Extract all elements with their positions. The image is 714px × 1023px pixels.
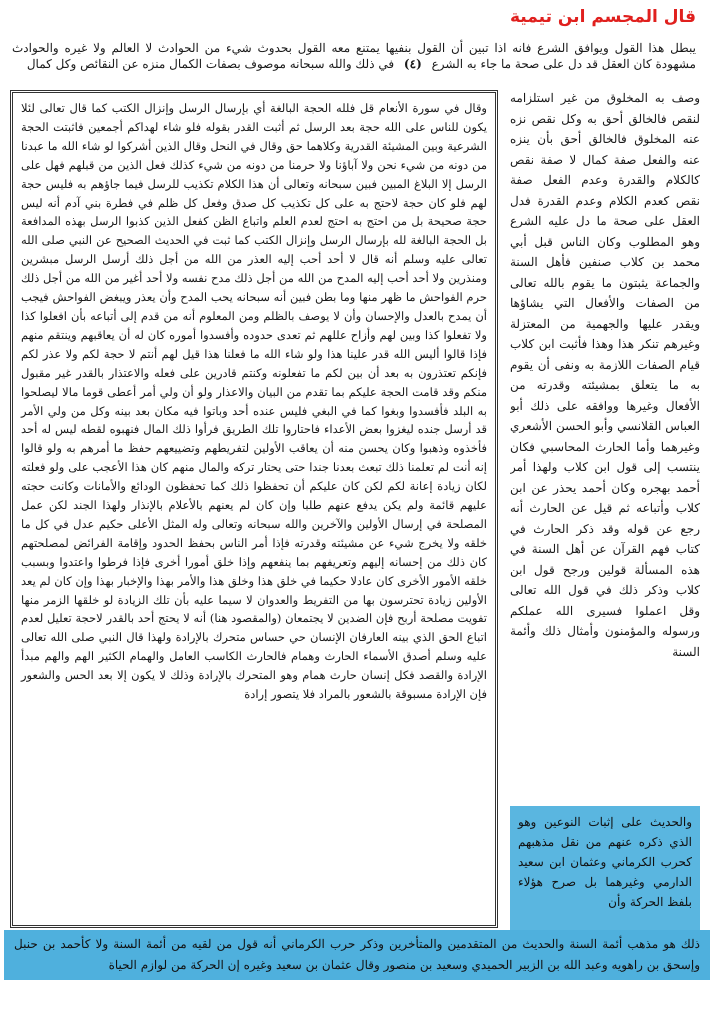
highlighted-bottom-passage xyxy=(4,930,710,980)
footnote-text: وقال في سورة الأنعام قل فلله الحجة البالغة أي بإرسال الرسل وإنزال الكتب كما قال تعالى لئلا يكون للناس على الله حجة بعد الرسل ثم أثبت القدر بقوله فلو شاء لهداكم أجمعين فاثبتت الحجة الشرعية وبين المشيئة القدرية وكلاهما حق وقال في النحل وقال الذين أشركوا لو شاء الله ما عبدنا من دونه من شيء نحن ولا آباؤنا ولا حرمنا من دونه من شيء كذلك فعل الذين من قبلهم فهل على الرسل إلا البلاغ المبين فبين سبحانه وتعالى أن هذا الكلام تكذيب للرسل فيما جاؤهم به فليس حجة لهم فلو كان حجة لاحتج به على كل تكذيب كل صدق وفعل كل ظلم في فطرة بني آدم أنه ليس حجة صحيحة بل من احتج به احتج لعدم العلم واتباع الظن كفعل الذين كذبوا الرسل بهذه المدافعة بل الحجة البالغة لله بإرسال الرسل وإنزال الكتب كما ثبت في الحديث الصحيح عن النبي صلى الله تعالى عليه وسلم أنه قال لا أحد أحب إليه العذر من الله من أجل ذلك أرسل الرسل مبشرين ومنذرين ولا أحد أحب إليه المدح من الله من أجل ذلك مدح نفسه ولا أحد أغير من الله من أجل ذلك حرم الفواحش ما ظهر منها وما بطن فبين أنه سبحانه يحب المدح وأن يعذر ويبغض الفواحش فيجب أن يمدح بالعدل والإحسان وأن لا يوصف بالظلم ومن المعلوم أنه من قدم إلى أتباعه بأن افعلوا كذا ولا تفعلوا كذا وبين لهم وأزاح عللهم ثم تعدى حدوده وأفسدوا أموره كان له أن يعاقبهم وينتقم منهم فإذا قالوا أليس الله قدر علينا هذا ولو شاء الله ما فعلنا هذا قيل لهم أنتم لا حجة لكم ولا عذر لكم فإنكم تعتذرون به بعد أن بين لكم ما تفعلونه وكنتم قادرين على فعله والاعتذار بالقدر غير مقبول منكم وقد قامت الحجة عليكم بما تقدم من البيان والاعذار ولو أن ولي أمر أعطى قوما مالا ليصلحوا به البلد فأفسدوا وبغوا كما في البغي فليس عنده أحد وباتوا فيه مكان بعد بينه وكل من ولي الأمر قد أرسل جنده ليغزوا بعض الأعداء فاحتاروا تلك الطريق فرأوا ذلك المال فنهبوه لقطه ليس له أحد فأخذوه وذهبوا وكان يحسن منه أن يعاقب الأولين لتفريطهم وتضييعهم حفظ ما أمرهم به ولو قالوا إنه أنت لم تعلمنا ذلك تبعث بعدنا جندا حتى يحتار تركه والمال منهم كان هذا الأعجب على ولو فعلته لكان زيادة إعانة لكم لكن كان عليكم أن تحفظوا ذلك كما تحفظون الودائع والأمانات وكانت حجته عليهم قائمة ولم يكن يدفع عنهم طلبا وإن كان لم يعنهم بالأعلام بالإنذار ولهذا الجند لكن عمل المصلحة في إرسال الأولين والآخرين والله سبحانه وتعالى وله المثل الأعلى حكيم عدل في كل ما خلقه ولا يخرج شيء عن مشيئته وقدرته فإذا أمر الناس بحفظ الحدود وإقامة الفرائض لمصلحتهم كان ذلك من إحسانه إليهم وتعريفهم بما ينفعهم وإذا خلق أمورا أخرى فإذا فرطوا واعتدوا وبسبب خلقه الأمور الأخرى كان عادلا حكيما في خلق هذا وخلق هذا والأمر بهذا والإخبار بهذا وإن كان لم يعد الأولين زيادة تحترسون بها من التفريط والعدوان لا سيما عليه بأن تلك الزيادة لو خلقها الزمر منها تفويت مصلحة أربح فإن الضدين لا يجتمعان (والمقصود هنا) أنه لا يحتج أحد بالقدر لاحجة تعليل لعدم اتباع الحق الذي بينه العارفان الإنسان حي حساس متحرك بالإرادة ولهذا قال النبي صلى الله تعالى عليه وسلم أصدق الأسماء الحارث وهمام فالحارث الكاسب العامل والهمام الكثير الهم والهم مبدأ الإرادة والقصد فكل إنسان حارث همام وهو المتحرك بالإرادة وذلك لا يكون إلا بعد الحس والشعور فإن الإرادة مسبوقة بالشعور بالمراد فلا يتصور إرادة xyxy=(21,101,487,702)
top-paragraph-text-start: يبطل هذا القول ويوافق الشرع فانه اذا تبين أن القول بنفيها يمتنع معه القول بحدوث شيء من الحوادث لا العالم ولا غيره والحوادث مشهودة كان العقل قد دل على صحة ما جاء به الشرع xyxy=(12,41,696,71)
page-header xyxy=(0,4,714,30)
side-column-paragraph: وصف به المخلوق من غير استلزامه لنقص فالخالق أحق به وكل نقص نزه عنه المخلوق فالخالق أحق بأن ينزه عنه والفعل صفة كمال لا صفة نقص كالكلام والقدرة وعدم الفعل صفة نقص كعدم الكلام وعدم القدرة فدل العقل على صحة ما دل عليه الشرع وهو المطلوب وكان الناس قبل أبي محمد بن كلاب صنفين فأهل السنة والجماعة يثبتون ما يقوم بالله تعالى من الصفات والأفعال التي يشاؤها ويقدر عليها والجهمية من المعتزلة وغيرهم تنكر هذا وهذا فأثبت ابن كلاب قيام الصفات اللازمة به ونفى أن يقوم به ما يتعلق بمشيئته وقدرته من الأفعال وغيرها ووافقه على ذلك أبو العباس القلانسي وأبو الحسن الأشعري وغيرهما وأما الحارث المحاسبي فكان ينتسب إلى قول ابن كلاب ولهذا أمر أحمد بهجره وكان أحمد يحذر عن ابن كلاب وأتباعه ثم قيل عن الحارث أنه رجع عن قوله وقد ذكر الحارث في كتاب فهم القرآن عن أهل السنة في هذه المسألة قولين ورجح قول ابن كلاب وذكر ذلك في قول الله تعالى وقل اعملوا فسيرى الله عملكم ورسوله والمؤمنون وأمثال ذلك وأئمة السنة xyxy=(510,91,700,659)
highlighted-bottom-text: ذلك هو مذهب أئمة السنة والحديث من المتقدمين والمتأخرين وذكر حرب الكرماني أنه قول من لقيه من أئمة السنة ولا كأحمد بن حنبل وإسحق بن راهويه وعبد الله بن الزبير الحميدي وسعيد بن منصور وقال عثمان بن سعيد وغيره إن الحركة من لوازم الحياة xyxy=(14,937,700,972)
reference-number: (٤) xyxy=(403,57,422,71)
footnote-box xyxy=(10,90,498,928)
top-paragraph-text-end: في ذلك والله سبحانه موصوف بصفات الكمال منزه عن النقائص وكل كمال xyxy=(26,57,395,71)
side-column-text xyxy=(510,88,700,858)
highlighted-side-passage xyxy=(510,806,700,932)
page-title: قال المجسم ابن تيمية xyxy=(510,7,696,27)
highlighted-side-text: والحديث على إثبات النوعين وهو الذي ذكره عنهم من نقل مذهبهم كحرب الكرماني وعثمان ابن سعيد الدارمي وغيرهما بل صرح هؤلاء بلفظ الحركة وأن xyxy=(518,815,692,909)
top-paragraph xyxy=(12,40,696,72)
